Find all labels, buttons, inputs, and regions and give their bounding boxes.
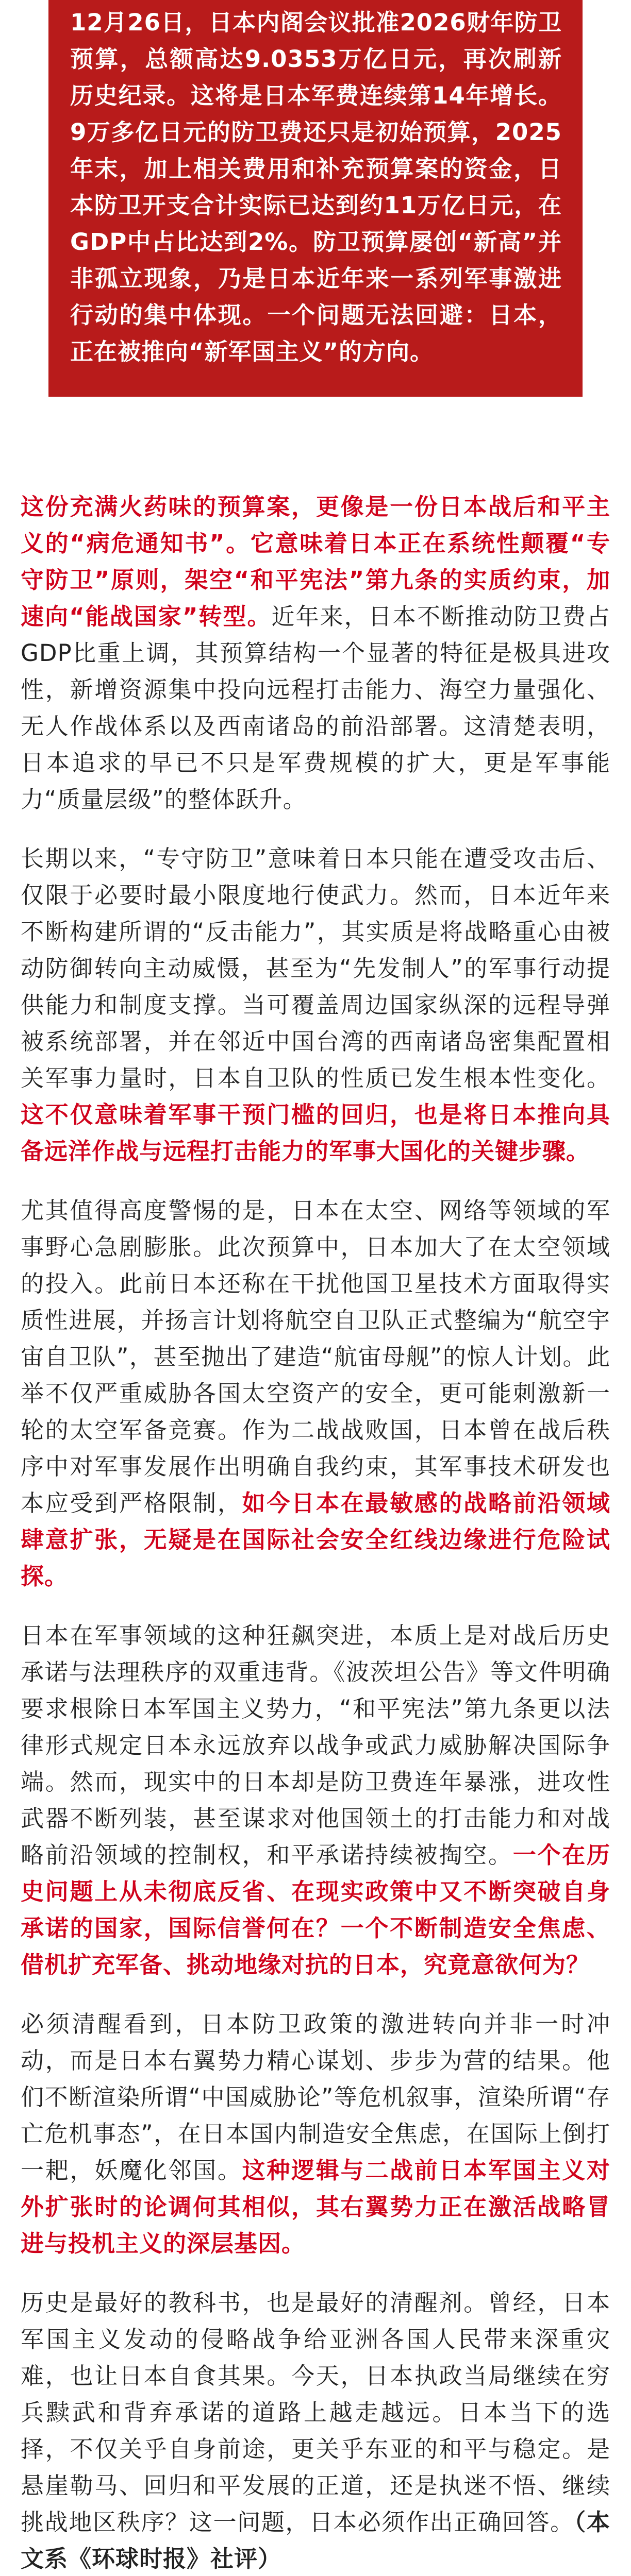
article-body xyxy=(0,397,631,2576)
body-text: 尤其值得高度警惕的是，日本在太空、网络等领域的军事野心急剧膨胀。此次预算中，日本加大了在太空领域的投入。此前日本还称在干扰他国卫星技术方面取得实质性进展，并扬言计划将航空自卫队正式整编为“航空宇宙自卫队”，甚至抛出了建造“航宙母舰”的惊人计划。此举不仅严重威胁各国太空资产的安全，更可能刺激新一轮的太空军备竞赛。作为二战战败国，日本曾在战后秩序中对军事发展作出明确自我约束，其军事技术研发也本应受到严格限制， xyxy=(21,1197,610,1517)
highlight-text: 一个在历史问题上从未彻底反省、在现实政策中又不断突破自身承诺的国家，国际信誉何在？一个不断制造安全焦虑、借机扩充军备、挑动地缘对抗的日本，究竟意欲何为？ xyxy=(21,1841,610,1978)
body-text: 近年来，日本不断推动防卫费占GDP比重上调，其预算结构一个显著的特征是极具进攻性，新增资源集中投向远程打击能力、海空力量强化、无人作战体系以及西南诸岛的前沿部署。这清楚表明，日本追求的早已不只是军费规模的扩大，更是军事能力“质量层级”的整体跃升。 xyxy=(21,603,610,813)
intro-summary-text: 12月26日，日本内阁会议批准2026财年防卫预算，总额高达9.0353万亿日元，再次刷新历史纪录。这将是日本军费连续第14年增长。9万多亿日元的防卫费还只是初始预算，2025年末，加上相关费用和补充预算案的资金，日本防卫开支合计实际已达到约11万亿日元，在GDP中占比达到2%。防卫预算屡创“新高”并非孤立现象，乃是日本近年来一系列军事激进行动的集中体现。一个问题无法回避：日本，正在被推向“新军国主义”的方向。 xyxy=(70,9,562,365)
highlight-text: 这不仅意味着军事干预门槛的回归，也是将日本推向具备远洋作战与远程打击能力的军事大国化的关键步骤。 xyxy=(21,1101,610,1165)
highlight-text: 这份充满火药味的预算案，更像是一份日本战后和平主义的“病危通知书”。它意味着日本正在系统性颠覆“专守防卫”原则，架空“和平宪法”第九条的实质约束，加速向“能战国家”转型。 xyxy=(21,493,610,630)
source-attribution: （本文系《环球时报》社评） xyxy=(21,2509,610,2572)
body-text: 必须清醒看到，日本防卫政策的激进转向并非一时冲动，而是日本右翼势力精心谋划、步步为营的结果。他们不断渲染所谓“中国威胁论”等危机叙事，渲染所谓“存亡危机事态”，在日本国内制造安全焦虑，在国际上倒打一耙，妖魔化邻国。 xyxy=(21,2010,610,2184)
body-text: 日本在军事领域的这种狂飙突进，本质上是对战后历史承诺与法理秩序的双重违背。《波茨坦公告》等文件明确要求根除日本军国主义势力，“和平宪法”第九条更以法律形式规定日本永远放弃以战争或武力威胁解决国际争端。然而，现实中的日本却是防卫费连年暴涨，进攻性武器不断列装，甚至谋求对他国领土的打击能力和对战略前沿领域的控制权，和平承诺持续被掏空。 xyxy=(21,1622,610,1869)
paragraph-4 xyxy=(21,1617,610,1983)
body-text: 历史是最好的教科书，也是最好的清醒剂。曾经，日本军国主义发动的侵略战争给亚洲各国人民带来深重灾难，也让日本自食其果。今天，日本执政当局继续在穷兵黩武和背弃承诺的道路上越走越远。日本当下的选择，不仅关乎自身前途，更关乎东亚的和平与稳定。是悬崖勒马、回归和平发展的正道，还是执迷不悟、继续挑战地区秩序？这一问题，日本必须作出正确回答。 xyxy=(21,2289,610,2536)
body-text: 长期以来，“专守防卫”意味着日本只能在遭受攻击后、仅限于必要时最小限度地行使武力。然而，日本近年来不断构建所谓的“反击能力”，其实质是将战略重心由被动防御转向主动威慑，甚至为“先发制人”的军事行动提供能力和制度支撑。当可覆盖周边国家纵深的远程导弹被系统部署，并在邻近中国台湾的西南诸岛密集配置相关军事力量时，日本自卫队的性质已发生根本性变化。 xyxy=(21,845,610,1092)
highlight-text: 如今日本在最敏感的战略前沿领域肆意扩张，无疑是在国际社会安全红线边缘进行危险试探。 xyxy=(21,1489,610,1590)
paragraph-6 xyxy=(21,2284,610,2576)
paragraph-2 xyxy=(21,840,610,1170)
highlight-text: 这种逻辑与二战前日本军国主义对外扩张时的论调何其相似，其右翼势力正在激活战略冒进与投机主义的深层基因。 xyxy=(21,2157,610,2257)
intro-summary-box xyxy=(48,0,583,397)
paragraph-1 xyxy=(21,488,610,818)
paragraph-5 xyxy=(21,2006,610,2262)
paragraph-3 xyxy=(21,1192,610,1595)
